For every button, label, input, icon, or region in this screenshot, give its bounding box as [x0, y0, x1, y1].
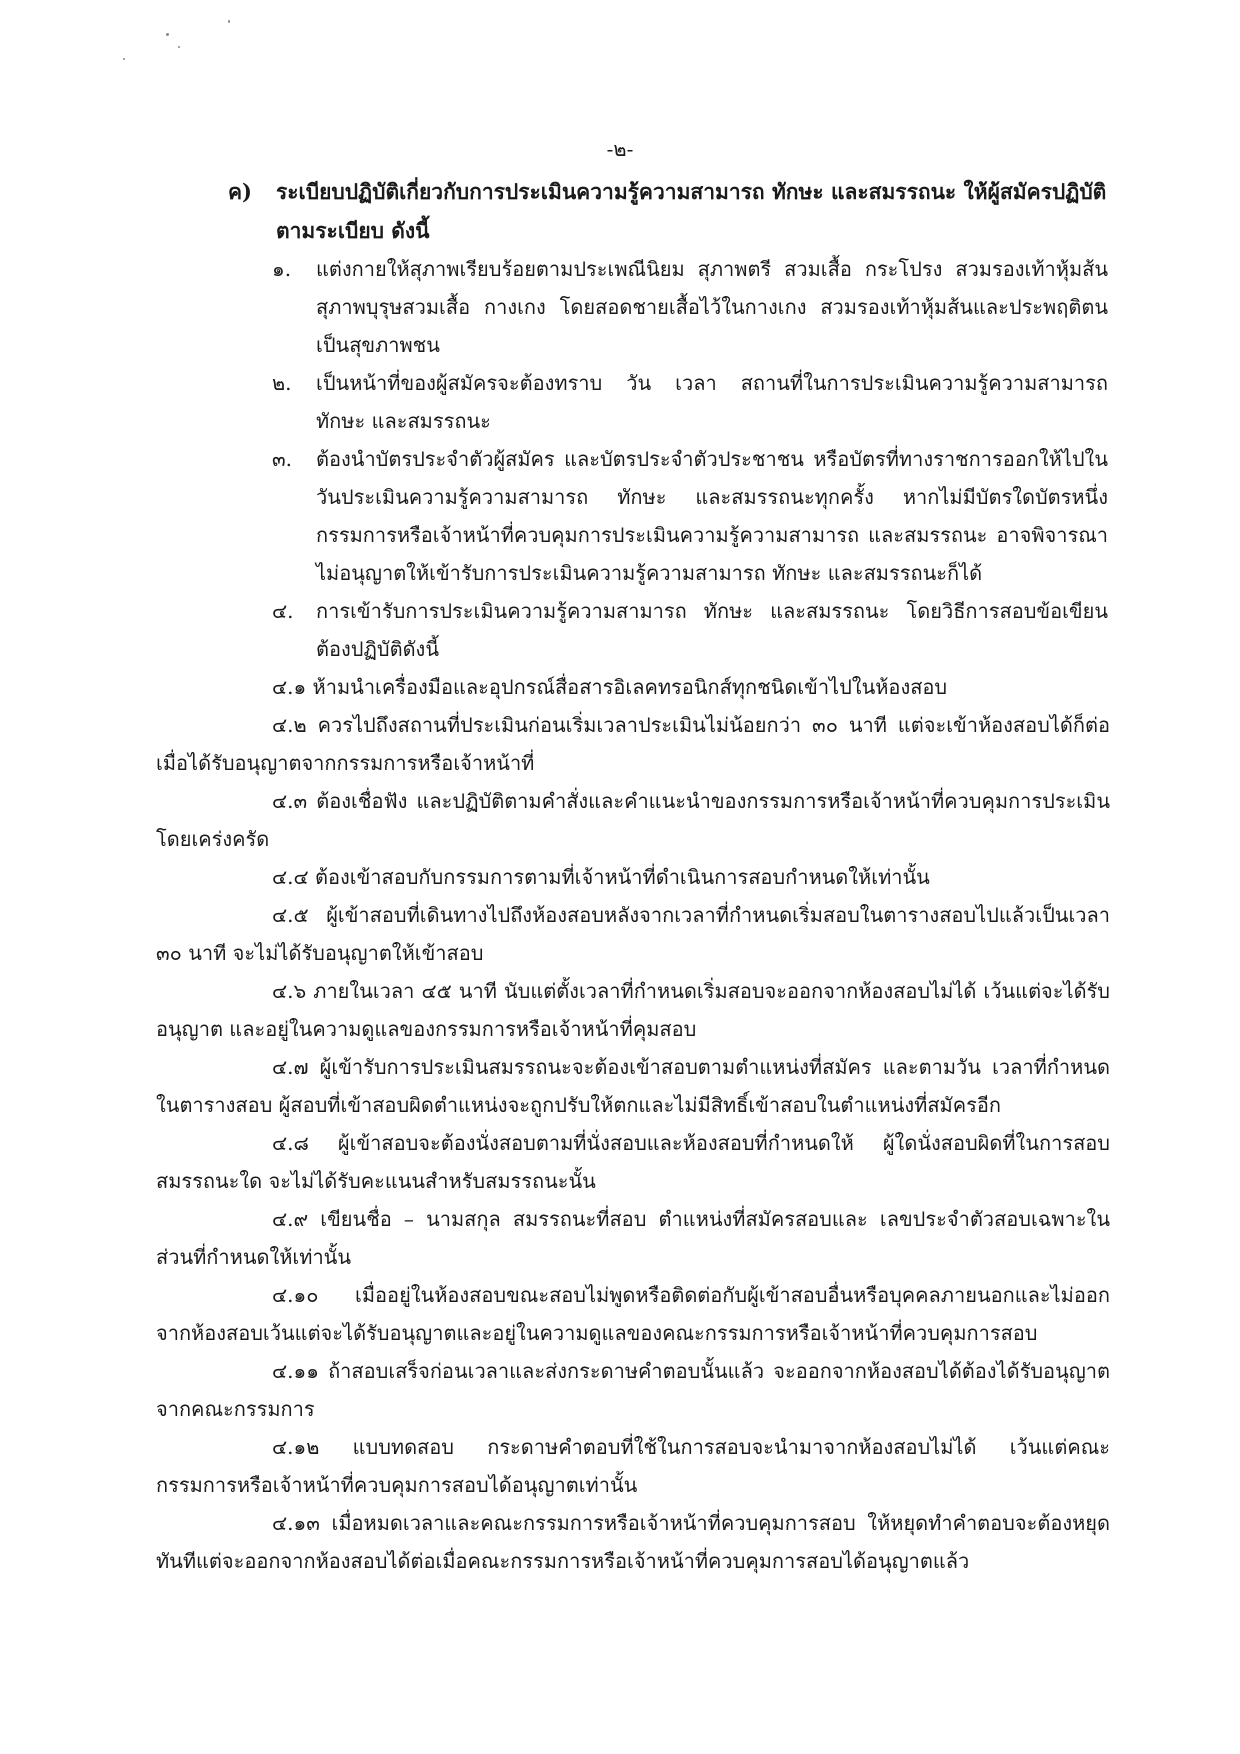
sub-item: ๔.๙ เขียนชื่อ – นามสกุล สมรรถนะที่สอบ ตำแหน่งที่สมัครสอบและ เลขประจำตัวสอบเฉพาะในส่วนที่กำหนดให้เท่านั้น: [156, 1207, 1110, 1269]
sub-item: ๔.๓ ต้องเชื่อฟัง และปฏิบัติตามคำสั่งและคำแนะนำของกรรมการหรือเจ้าหน้าที่ควบคุมการประเมินโดยเคร่งครัด: [156, 789, 1110, 851]
item-number: ๑.: [272, 257, 292, 281]
sub-item: ๔.๒ ควรไปถึงสถานที่ประเมินก่อนเริ่มเวลาประเมินไม่น้อยกว่า ๓๐ นาที แต่จะเข้าห้องสอบได้ก็ต่อเมื่อได้รับอนุญาตจากกรรมการหรือเจ้าหน้าที่: [156, 713, 1110, 775]
scan-speck: [228, 20, 230, 23]
scan-speck: [123, 58, 125, 60]
item-number: ๓.: [272, 447, 293, 471]
list-item: [272, 364, 1108, 440]
sub-item: ๔.๑๓ เมื่อหมดเวลาและคณะกรรมการหรือเจ้าหน้าที่ควบคุมการสอบ ให้หยุดทำคำตอบจะต้องหยุดทันทีแต่จะออกจากห้องสอบได้ต่อเมื่อคณะกรรมการหรือเจ้าหน้าที่ควบคุมการสอบได้อนุญาตแล้ว: [156, 1511, 1110, 1573]
sub-item: ๔.๗ ผู้เข้ารับการประเมินสมรรถนะจะต้องเข้าสอบตามตำแหน่งที่สมัคร และตามวัน เวลาที่กำหนดในตารางสอบ ผู้สอบที่เข้าสอบผิดตำแหน่งจะถูกปรับให้ตกและไม่มีสิทธิ์เข้าสอบในตำแหน่งที่สมัครอีก: [156, 1055, 1110, 1117]
list-item: [272, 440, 1108, 592]
section-heading: [228, 172, 1108, 250]
scan-speck: [178, 46, 180, 48]
item-number: ๔.: [272, 599, 294, 623]
sub-item: ๔.๑ ห้ามนำเครื่องมือและอุปกรณ์สื่อสารอิเลคทรอนิกส์ทุกชนิดเข้าไปในห้องสอบ: [272, 675, 948, 699]
page-number: -๒-: [606, 137, 634, 161]
item-text: แต่งกายให้สุภาพเรียบร้อยตามประเพณีนิยม สุภาพตรี สวมเสื้อ กระโปรง สวมรองเท้าหุ้มส้น สุภาพบุรุษสวมเสื้อ กางเกง โดยสอดชายเสื้อไว้ในกางเกง สวมรองเท้าหุ้มส้นและประพฤติตนเป็นสุขภาพชน: [316, 257, 1108, 357]
sub-item: ๔.๑๒ แบบทดสอบ กระดาษคำตอบที่ใช้ในการสอบจะนำมาจากห้องสอบไม่ได้ เว้นแต่คณะกรรมการหรือเจ้าหน้าที่ควบคุมการสอบได้อนุญาตเท่านั้น: [156, 1435, 1110, 1497]
list-item: [272, 250, 1108, 364]
list-item: [272, 592, 1108, 668]
section-title: ระเบียบปฏิบัติเกี่ยวกับการประเมินความรู้ความสามารถ ทักษะ และสมรรถนะ ให้ผู้สมัครปฏิบัติตามระเบียบ ดังนี้: [276, 179, 1107, 243]
sub-item: ๔.๑๑ ถ้าสอบเสร็จก่อนเวลาและส่งกระดาษคำตอบนั้นแล้ว จะออกจากห้องสอบได้ต้องได้รับอนุญาตจากคณะกรรมการ: [156, 1359, 1110, 1421]
section-marker: ค): [228, 179, 252, 204]
item-text: ต้องนำบัตรประจำตัวผู้สมัคร และบัตรประจำตัวประชาชน หรือบัตรที่ทางราชการออกให้ไปในวันประเมินความรู้ความสามารถ ทักษะ และสมรรถนะทุกครั้ง หากไม่มีบัตรใดบัตรหนึ่ง กรรมการหรือเจ้าหน้าที่ควบคุมการประเมินความรู้ความสามารถ และสมรรถนะ อาจพิจารณาไม่อนุญาตให้เข้ารับการประเมินความรู้ความสามารถ ทักษะ และสมรรถนะก็ได้: [316, 447, 1108, 585]
sub-item: ๔.๘ ผู้เข้าสอบจะต้องนั่งสอบตามที่นั่งสอบและห้องสอบที่กำหนดให้ ผู้ใดนั่งสอบผิดที่ในการสอบสมรรถนะใด จะไม่ได้รับคะแนนสำหรับสมรรถนะนั้น: [156, 1131, 1110, 1193]
item-number: ๒.: [272, 371, 292, 395]
sub-item: ๔.๕ ผู้เข้าสอบที่เดินทางไปถึงห้องสอบหลังจากเวลาที่กำหนดเริ่มสอบในตารางสอบไปแล้วเป็นเวลา ๓๐ นาที จะไม่ได้รับอนุญาตให้เข้าสอบ: [156, 903, 1110, 965]
sub-item: ๔.๑๐ เมื่ออยู่ในห้องสอบขณะสอบไม่พูดหรือติดต่อกับผู้เข้าสอบอื่นหรือบุคคลภายนอกและไม่ออกจากห้องสอบเว้นแต่จะได้รับอนุญาตและอยู่ในความดูแลของคณะกรรมการหรือเจ้าหน้าที่ควบคุมการสอบ: [156, 1283, 1110, 1345]
sub-item: ๔.๔ ต้องเข้าสอบกับกรรมการตามที่เจ้าหน้าที่ดำเนินการสอบกำหนดให้เท่านั้น: [272, 865, 930, 889]
sub-item: ๔.๖ ภายในเวลา ๔๕ นาที นับแต่ตั้งเวลาที่กำหนดเริ่มสอบจะออกจากห้องสอบไม่ได้ เว้นแต่จะได้รับอนุญาต และอยู่ในความดูแลของกรรมการหรือเจ้าหน้าที่คุมสอบ: [156, 979, 1110, 1041]
scan-speck: [166, 33, 169, 36]
item-text: เป็นหน้าที่ของผู้สมัครจะต้องทราบ วัน เวลา สถานที่ในการประเมินความรู้ความสามารถ ทักษะ และสมรรถนะ: [316, 371, 1108, 433]
item-text: การเข้ารับการประเมินความรู้ความสามารถ ทักษะ และสมรรถนะ โดยวิธีการสอบข้อเขียน ต้องปฏิบัติดังนี้: [316, 599, 1108, 661]
